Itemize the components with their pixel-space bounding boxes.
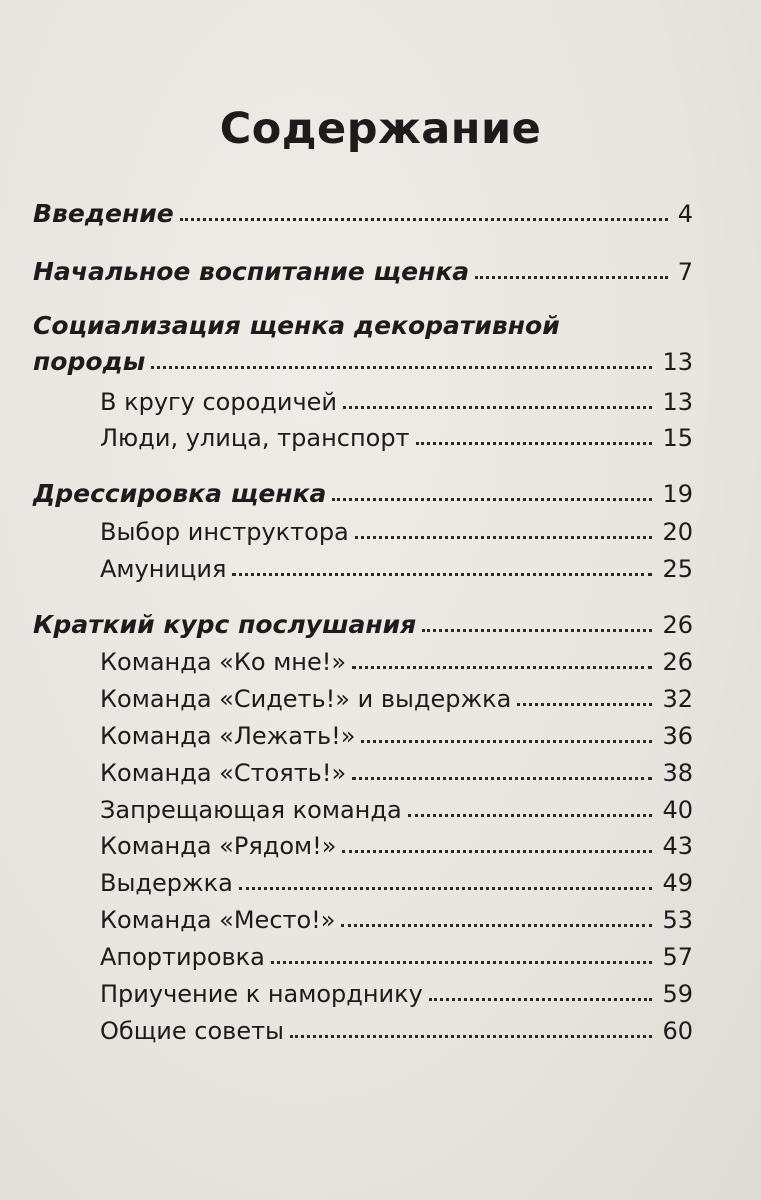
entry-page-number: 25 — [662, 555, 693, 583]
dot-leader — [342, 850, 652, 853]
toc-entry-section — [100, 386, 693, 418]
entry-page-number: 40 — [662, 796, 693, 824]
entry-label: Команда «Ко мне!» — [100, 648, 347, 676]
toc-entry-section — [100, 830, 693, 862]
toc-entry-section — [100, 553, 693, 585]
toc-entry-intro — [33, 198, 693, 230]
toc-entry-section — [100, 978, 693, 1010]
entry-label: Дрессировка щенка — [33, 479, 327, 508]
entry-page-number: 59 — [662, 980, 693, 1008]
entry-page-number: 26 — [662, 611, 693, 639]
entry-page-number: 20 — [662, 518, 693, 546]
entry-page-number: 19 — [662, 480, 693, 508]
entry-label: Команда «Сидеть!» и выдержка — [100, 685, 512, 713]
dot-leader — [239, 887, 653, 890]
dot-leader — [361, 740, 652, 743]
entry-page-number: 13 — [662, 388, 693, 416]
entry-label: Амуниция — [100, 555, 227, 583]
entry-label: Общие советы — [100, 1017, 285, 1045]
toc-entry-chapter — [33, 346, 693, 378]
entry-label: Люди, улица, транспорт — [100, 424, 410, 452]
dot-leader — [332, 498, 652, 501]
entry-label: Выбор инструктора — [100, 518, 349, 546]
entry-page-number: 7 — [677, 258, 693, 286]
entry-label: Апортировка — [100, 943, 265, 971]
toc-entry-section — [100, 867, 693, 899]
dot-leader — [352, 777, 652, 780]
dot-leader — [343, 406, 652, 409]
toc-entry-chapter — [33, 609, 693, 641]
toc-entry-chapter — [33, 478, 693, 510]
toc-entry-section — [100, 1015, 693, 1047]
entry-label: Выдержка — [100, 869, 233, 897]
toc-entry-section — [100, 941, 693, 973]
entry-label: Команда «Лежать!» — [100, 722, 356, 750]
entry-page-number: 57 — [662, 943, 693, 971]
dot-leader — [355, 536, 653, 539]
dot-leader — [408, 814, 653, 817]
entry-label: Команда «Место!» — [100, 906, 336, 934]
entry-label: Краткий курс послушания — [33, 610, 417, 639]
dot-leader — [429, 998, 653, 1001]
entry-page-number: 36 — [662, 722, 693, 750]
dot-leader — [352, 666, 652, 669]
dot-leader — [271, 961, 653, 964]
entry-page-number: 26 — [662, 648, 693, 676]
entry-label: В кругу сородичей — [100, 388, 337, 416]
toc-entry-section — [100, 422, 693, 454]
entry-page-number: 60 — [662, 1017, 693, 1045]
entry-label: Команда «Рядом!» — [100, 832, 337, 860]
toc-entry-section — [100, 794, 693, 826]
toc-entry-section — [100, 683, 693, 715]
entry-label: Команда «Стоять!» — [100, 759, 347, 787]
entry-label: Начальное воспитание щенка — [33, 257, 470, 286]
dot-leader — [422, 629, 652, 632]
entry-page-number: 13 — [662, 348, 693, 376]
entry-page-number: 43 — [662, 832, 693, 860]
dot-leader — [475, 276, 668, 279]
entry-label: Приучение к наморднику — [100, 980, 423, 1008]
entry-page-number: 53 — [662, 906, 693, 934]
entry-label: Введение — [33, 199, 174, 228]
toc-entry-section — [100, 646, 693, 678]
dot-leader — [341, 924, 652, 927]
entry-label-line1: Социализация щенка декоративной — [33, 311, 560, 340]
entry-page-number: 32 — [662, 685, 693, 713]
entry-page-number: 38 — [662, 759, 693, 787]
toc-entry-section — [100, 757, 693, 789]
entry-page-number: 49 — [662, 869, 693, 897]
dot-leader — [416, 442, 653, 445]
entry-page-number: 4 — [677, 200, 693, 228]
dot-leader — [232, 573, 652, 576]
entry-label: Запрещающая команда — [100, 796, 402, 824]
toc-entry-section — [100, 904, 693, 936]
toc-entry-section — [100, 516, 693, 548]
page-title: Содержание — [219, 104, 542, 154]
dot-leader — [290, 1035, 652, 1038]
dot-leader — [151, 366, 652, 369]
toc-entry-chapter — [33, 256, 693, 288]
toc-entry-section — [100, 720, 693, 752]
entry-page-number: 15 — [662, 424, 693, 452]
entry-label: породы — [33, 347, 146, 376]
dot-leader — [517, 703, 652, 706]
dot-leader — [180, 218, 668, 221]
